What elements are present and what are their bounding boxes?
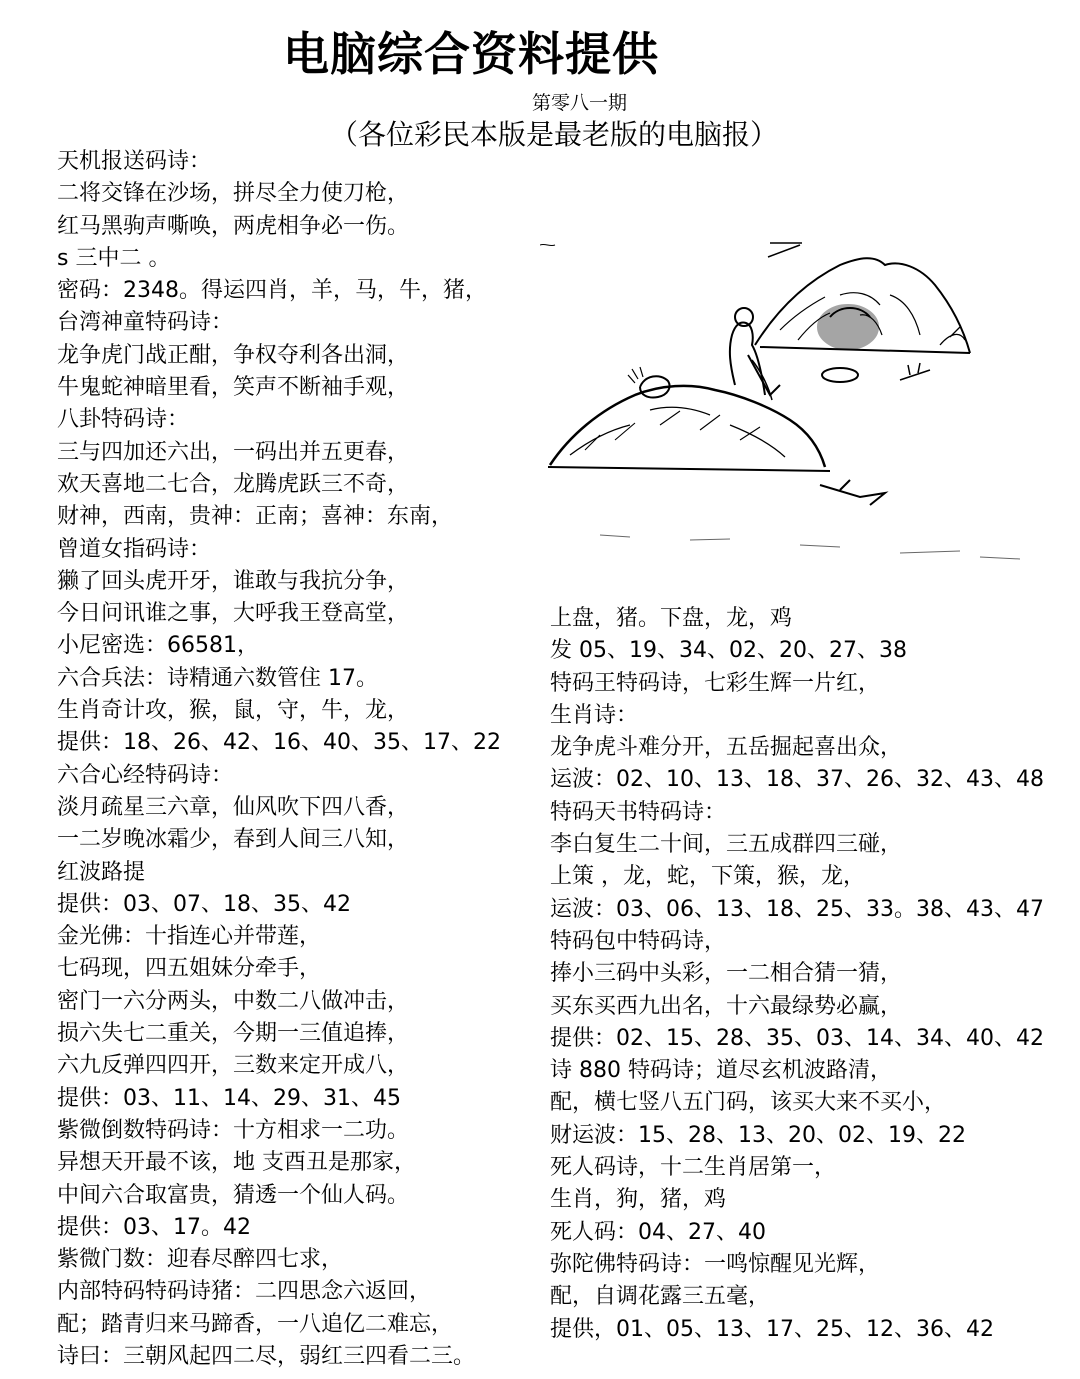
text-line: 财运波：15、28、13、20、02、19、22 [550,1122,966,1148]
page-subtitle: （各位彩民本版是最老版的电脑报） [330,118,779,151]
text-line: 死人码诗，十二生肖居第一， [550,1155,837,1181]
text-line: 运波：03、06、13、18、25、33。38、43、47 [550,896,1044,922]
text-line: 提供：03、07、18、35、42 [57,891,351,917]
text-line: 特码王特码诗，七彩生辉一片红， [550,670,881,696]
text-line: 金光佛：十指连心并带莲， [57,924,322,950]
text-line: 死人码：04、27、40 [550,1219,766,1245]
text-line: 中间六合取富贵，猜透一个仙人码。 [57,1182,410,1208]
text-line: 八卦特码诗： [57,407,190,433]
mountain-hermit-illustration [540,235,1040,595]
text-line: 紫微倒数特码诗：十方相求一二功。 [57,1117,410,1143]
left-column [57,146,501,1373]
right-column [550,603,1044,1346]
text-line: 发 05、19、34、02、20、27、38 [550,638,907,664]
text-line: 配，横七竖八五门码，该买大来不买小， [550,1090,947,1116]
text-line: 上策 ，龙，蛇，下策，猴，龙， [550,864,865,890]
text-line: 紫微门数：迎春尽醉四七求， [57,1247,344,1273]
text-line: 獭了回头虎开牙，谁敢与我抗分争， [57,568,410,594]
text-line: 牛鬼蛇神暗里看，笑声不断袖手观， [57,375,410,401]
text-line: 龙争虎斗难分开，五岳掘起喜出众， [550,735,903,761]
text-line: 生肖诗： [550,702,639,728]
text-line: 七码现，四五姐妹分牵手， [57,956,322,982]
text-line: 龙争虎门战正酣，争权夺利各出洞， [57,342,410,368]
text-line: 配，自调花露三五毫， [550,1284,771,1310]
text-line: 生肖，狗，猪，鸡 [550,1187,727,1213]
text-line: 三与四加还六出，一码出并五更春， [57,439,410,465]
text-line: 提供：03、17。42 [57,1214,251,1240]
text-line: 诗 880 特码诗；道尽玄机波路清， [550,1058,892,1084]
text-line: 六合兵法：诗精通六数管住 17。 [57,665,378,691]
text-line: 一二岁晚冰霜少，春到人间三八知， [57,827,410,853]
text-line: 配；踏青归来马蹄香，一八追亿二难忘， [57,1311,454,1337]
text-line: 二将交锋在沙场，拼尽全力使刀枪， [57,181,410,207]
text-line: 密门一六分两头，中数二八做冲击， [57,988,410,1014]
text-line: s 三中二 。 [57,245,171,271]
text-line: 密码：2348。得运四肖，羊，马，牛，猪， [57,278,487,304]
text-line: 李白复生二十间，三五成群四三碰， [550,832,903,858]
text-line: 运波：02、10、13、18、37、26、32、43、48 [550,767,1044,793]
issue-number: 第零八一期 [532,92,628,114]
text-line: 台湾神童特码诗： [57,310,234,336]
text-line: 捧小三码中头彩，一二相合猜一猜， [550,961,903,987]
text-line: 弥陀佛特码诗：一鸣惊醒见光辉， [550,1251,881,1277]
text-line: 六合心经特码诗： [57,762,234,788]
text-line: 淡月疏星三六章，仙风吹下四八香， [57,794,410,820]
text-line: 欢天喜地二七合，龙腾虎跃三不奇， [57,471,410,497]
text-line: 生肖奇计攻，猴，鼠，守，牛，龙， [57,698,410,724]
text-line: 提供，01、05、13、17、25、12、36、42 [550,1316,994,1342]
text-line: 异想天开最不该，地 支酉丑是那家， [57,1150,416,1176]
text-line: 特码天书特码诗： [550,799,727,825]
text-line: 提供：02、15、28、35、03、14、34、40、42 [550,1025,1044,1051]
text-line: 红波路提 [57,859,146,885]
text-line: 特码包中特码诗， [550,928,727,954]
text-line: 红马黑驹声嘶唤，两虎相争必一伤。 [57,213,410,239]
text-line: 损六失七二重关，今期一三值追捧， [57,1021,410,1047]
text-line: 六九反弹四四开，三数来定开成八， [57,1053,410,1079]
text-line: 上盘，猪。下盘，龙，鸡 [550,606,793,631]
text-line: 内部特码特码诗猪：二四思念六返回， [57,1279,432,1305]
text-line: 提供：18、26、42、16、40、35、17、22 [57,730,501,756]
text-line: 天机报送码诗： [57,149,212,174]
text-line: 财神，西南，贵神：正南；喜神：东南， [57,504,454,530]
text-line: 今日问讯谁之事，大呼我王登高堂， [57,601,410,627]
text-line: 提供：03、11、14、29、31、45 [57,1085,401,1111]
text-line: 曾道女指码诗： [57,536,212,562]
text-line: 诗曰：三朝风起四二尽，弱红三四看二三。 [57,1343,476,1369]
page-title: 电脑综合资料提供 [283,27,659,81]
text-line: 买东买西九出名，十六最绿势必赢， [550,993,903,1019]
text-line: 小尼密选：66581， [57,633,259,659]
